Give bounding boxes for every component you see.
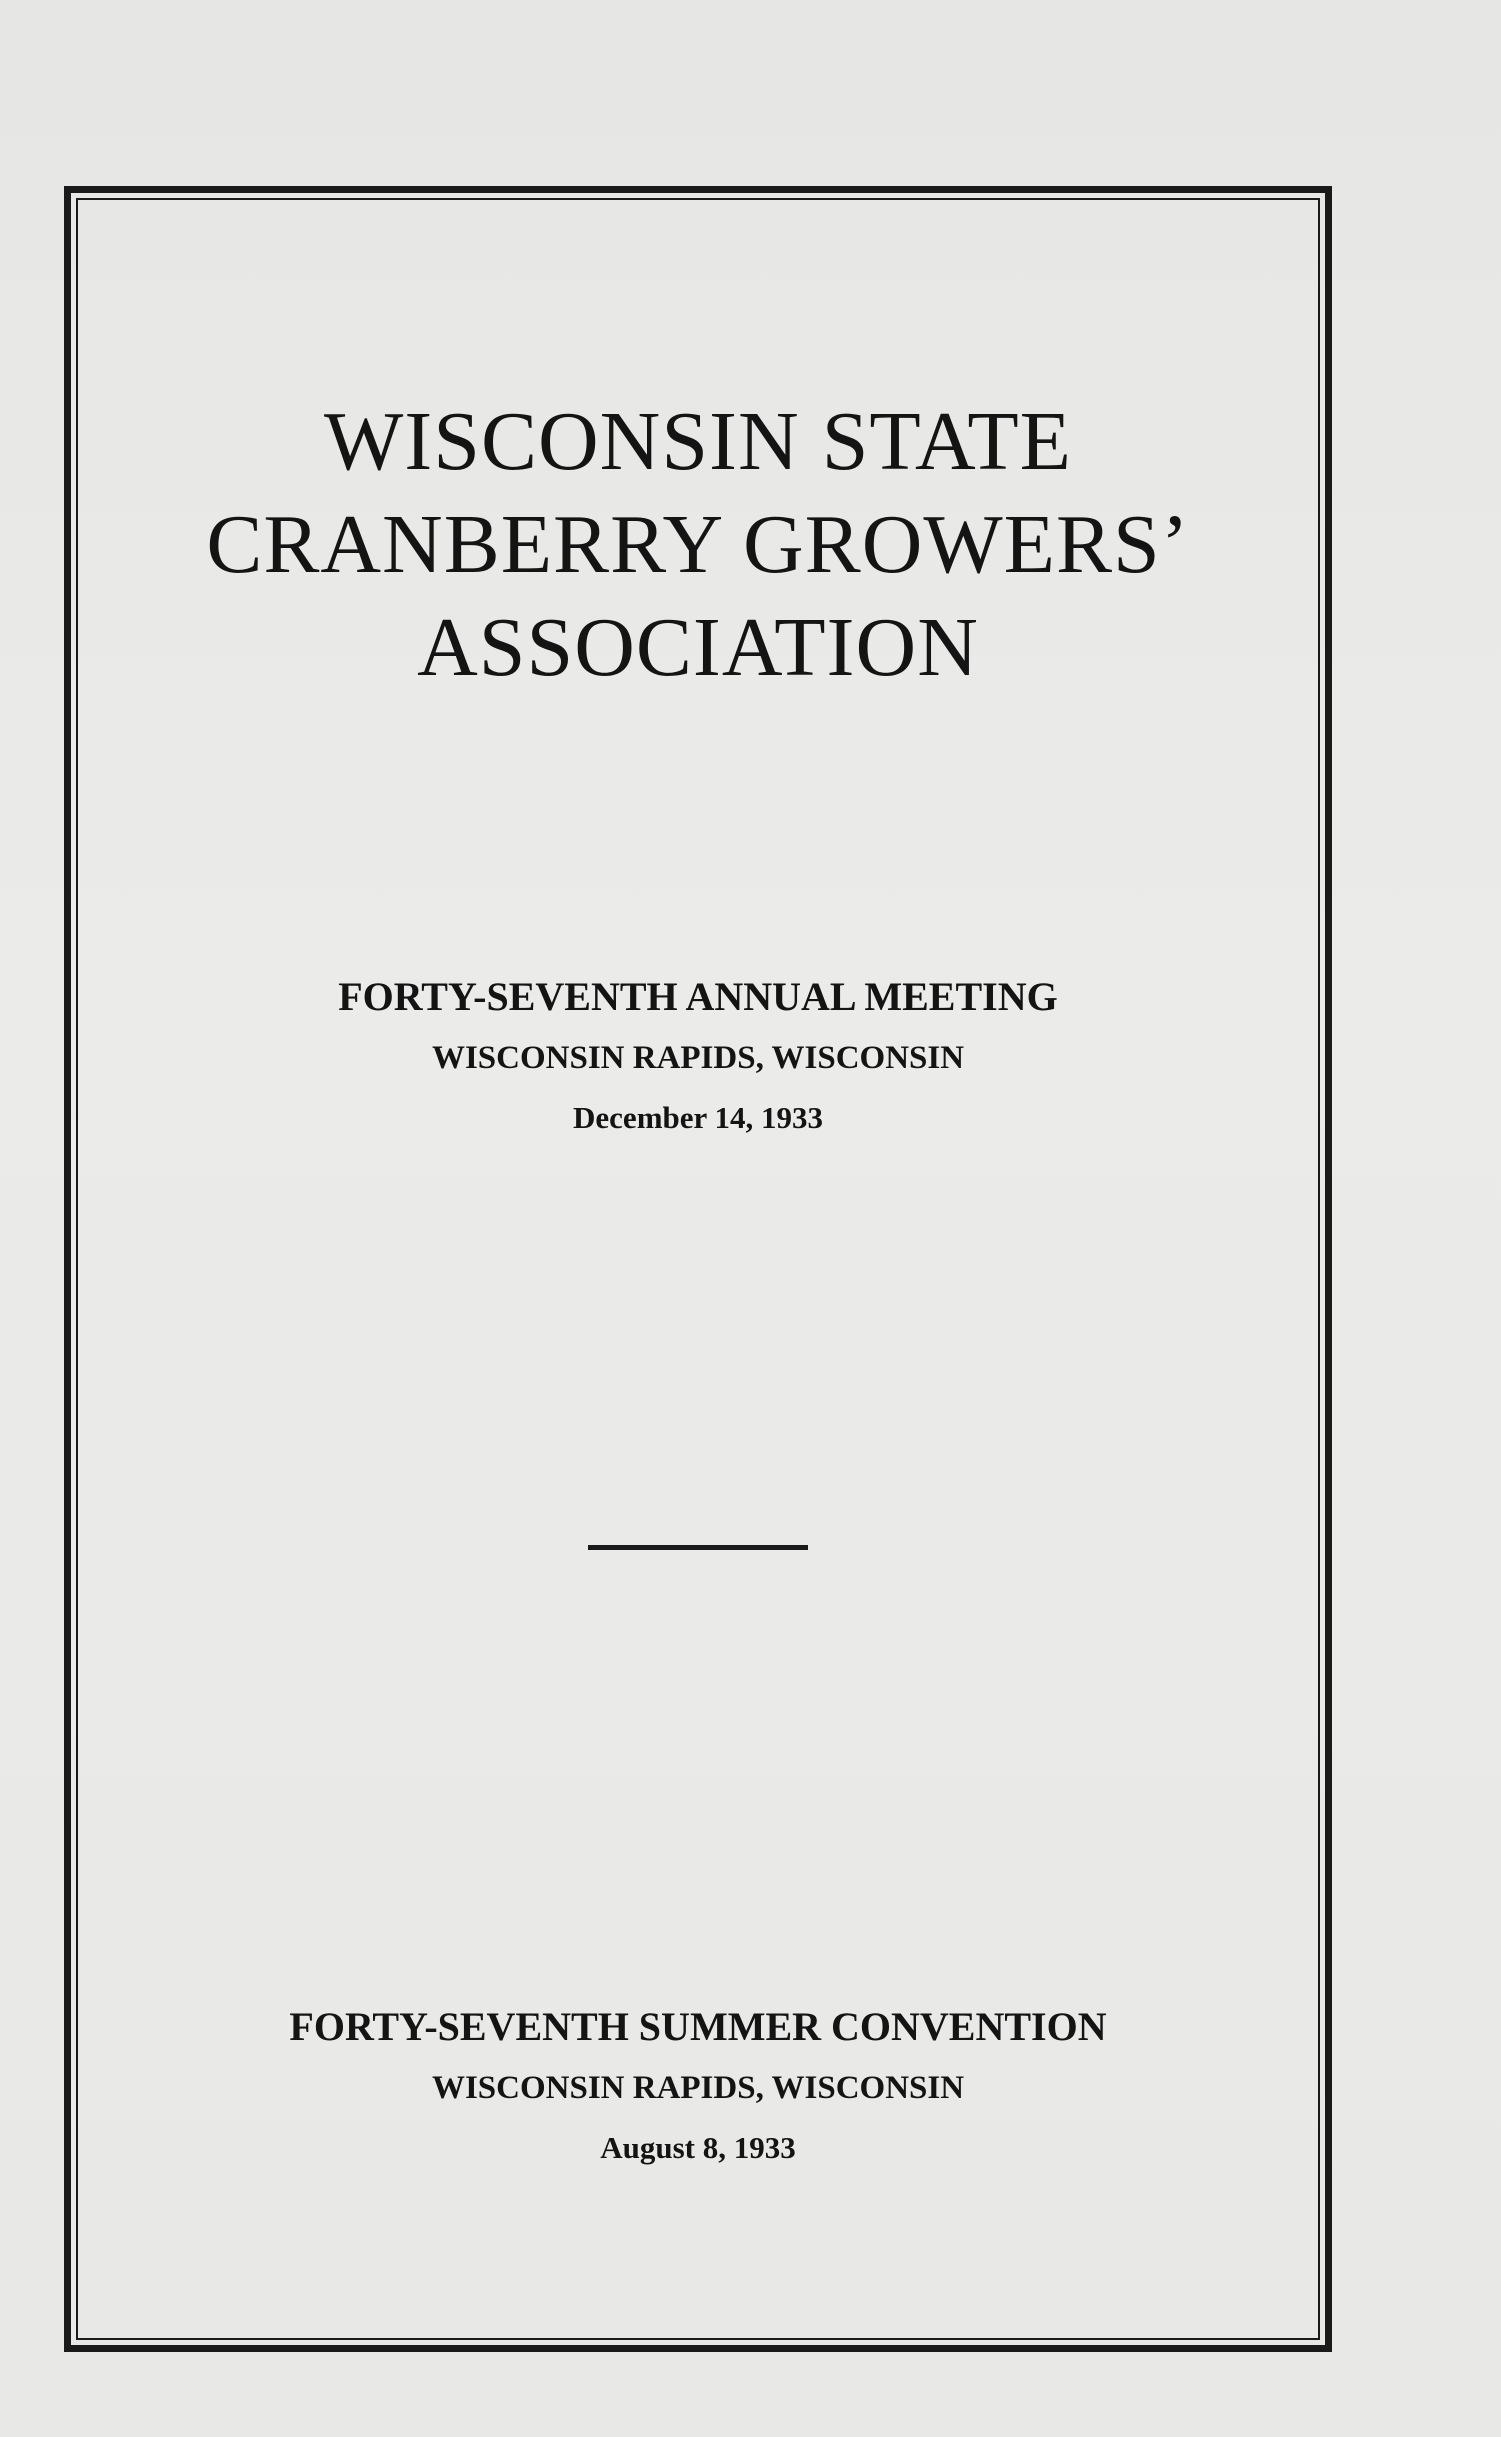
divider-rule	[588, 1545, 808, 1550]
summer-convention-block	[76, 1996, 1320, 2178]
title-line-3: ASSOCIATION	[417, 601, 979, 694]
annual-meeting-location: WISCONSIN RAPIDS, WISCONSIN	[431, 1040, 965, 1076]
summer-convention-heading: FORTY-SEVENTH SUMMER CONVENTION	[289, 2004, 1107, 2049]
summer-convention-location: WISCONSIN RAPIDS, WISCONSIN	[431, 2070, 965, 2106]
annual-meeting-block	[76, 966, 1320, 1148]
summer-convention-date: August 8, 1933	[600, 2130, 796, 2165]
annual-meeting-date: December 14, 1933	[573, 1100, 823, 1135]
annual-meeting-heading: FORTY-SEVENTH ANNUAL MEETING	[338, 974, 1058, 1019]
document-title	[76, 390, 1320, 699]
title-line-2: CRANBERRY GROWERS’	[206, 498, 1190, 591]
title-line-1: WISCONSIN STATE	[324, 395, 1072, 488]
